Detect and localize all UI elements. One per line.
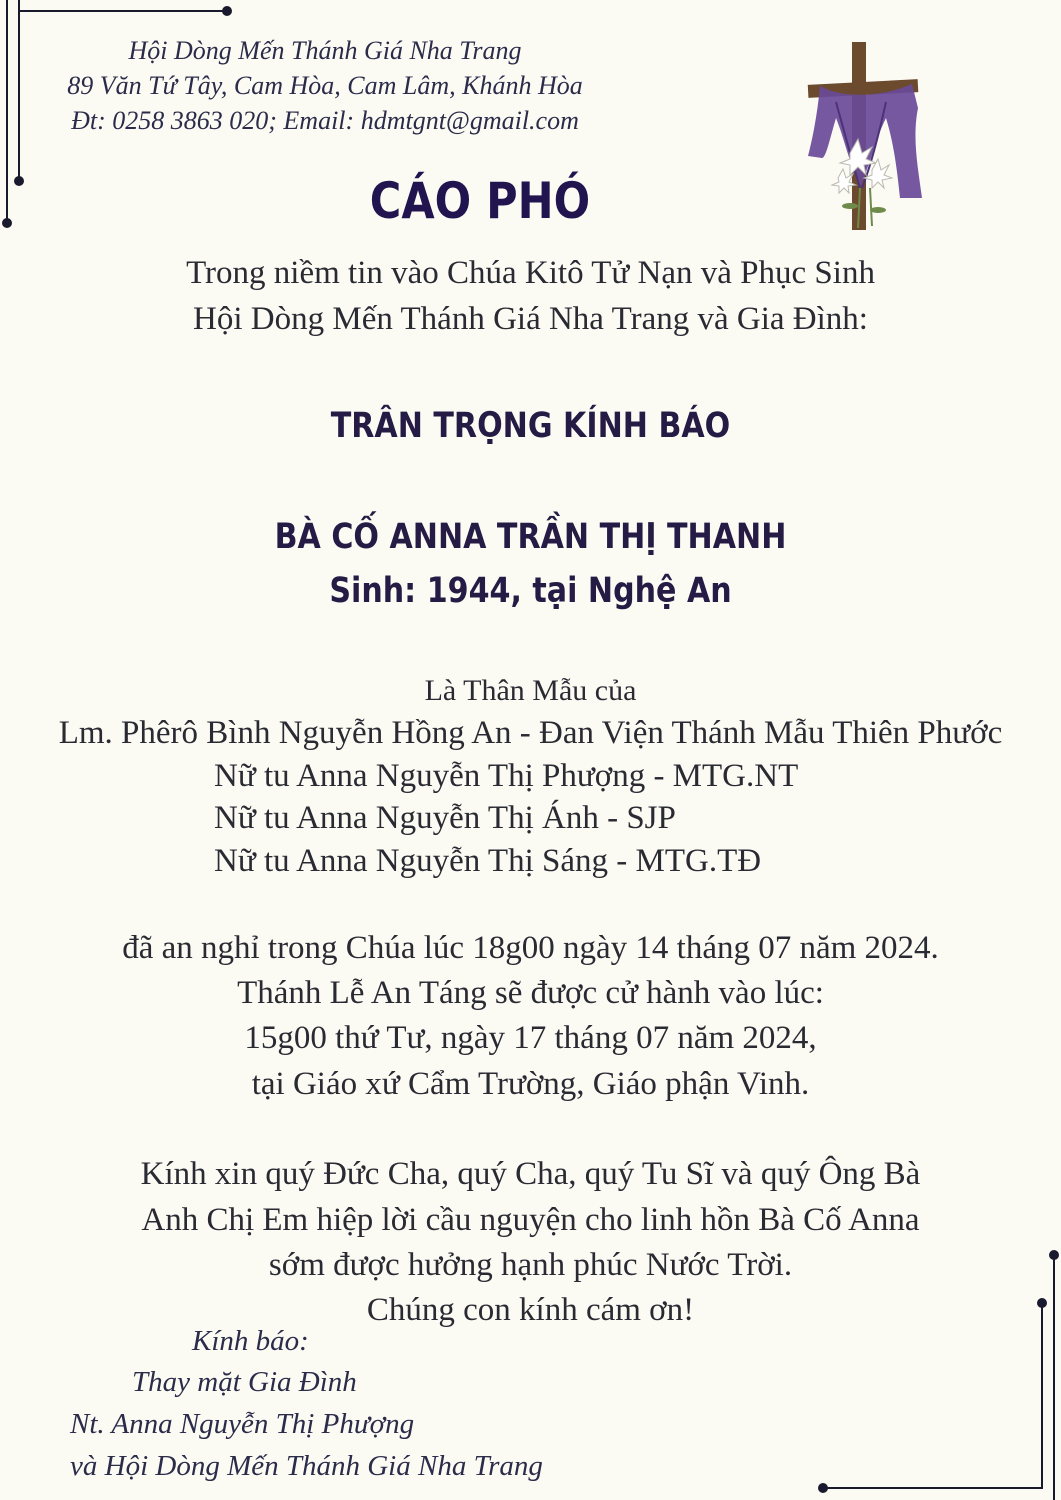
child-2: Nữ tu Anna Nguyễn Thị Phượng - MTG.NT [214, 758, 799, 794]
intro-line-2: Hội Dòng Mến Thánh Giá Nha Trang và Gia Đình: [193, 301, 868, 337]
request-line-3: sớm được hưởng hạnh phúc Nước Trời. [268, 1247, 793, 1283]
deceased-name: BÀ CỐ ANNA TRẦN THỊ THANH [274, 517, 787, 557]
signature-line-4: và Hội Dòng Mến Thánh Giá Nha Trang [70, 1450, 543, 1482]
mother-of-label: Là Thân Mẫu của [424, 674, 637, 707]
intro-line-1: Trong niềm tin vào Chúa Kitô Tử Nạn và Phục Sinh [186, 255, 875, 291]
signature-line-1: Kính báo: [192, 1325, 309, 1357]
request-line-1: Kính xin quý Đức Cha, quý Cha, quý Tu Sĩ và quý Ông Bà [140, 1156, 921, 1192]
child-4: Nữ tu Anna Nguyễn Thị Sáng - MTG.TĐ [214, 843, 762, 879]
signature-line-3: Nt. Anna Nguyễn Thị Phượng [70, 1408, 415, 1440]
detail-line-2: Thánh Lễ An Táng sẽ được cử hành vào lúc: [237, 975, 824, 1011]
child-3: Nữ tu Anna Nguyễn Thị Ánh - SJP [214, 800, 676, 836]
request-line-2: Anh Chị Em hiệp lời cầu nguyện cho linh hồn Bà Cố Anna [141, 1202, 920, 1238]
page-title: CÁO PHÓ [369, 172, 591, 230]
detail-line-4: tại Giáo xứ Cẩm Trường, Giáo phận Vinh. [251, 1066, 810, 1102]
org-contact: Đt: 0258 3863 020; Email: hdmtgnt@gmail.com [71, 106, 579, 135]
signature-line-2: Thay mặt Gia Đình [132, 1366, 357, 1398]
deceased-birth: Sinh: 1944, tại Nghệ An [329, 571, 732, 611]
org-address: 89 Văn Tứ Tây, Cam Hòa, Cam Lâm, Khánh Hòa [67, 71, 583, 100]
announce-heading: TRÂN TRỌNG KÍNH BÁO [330, 406, 731, 446]
detail-line-1: đã an nghỉ trong Chúa lúc 18g00 ngày 14 tháng 07 năm 2024. [122, 930, 939, 966]
request-line-4: Chúng con kính cám ơn! [366, 1292, 695, 1328]
detail-line-3: 15g00 thứ Tư, ngày 17 tháng 07 năm 2024, [244, 1020, 817, 1056]
org-name: Hội Dòng Mến Thánh Giá Nha Trang [128, 36, 522, 65]
cross-icon [800, 38, 930, 233]
child-1: Lm. Phêrô Bình Nguyễn Hồng An - Đan Viện Thánh Mẫu Thiên Phước [58, 715, 1003, 751]
